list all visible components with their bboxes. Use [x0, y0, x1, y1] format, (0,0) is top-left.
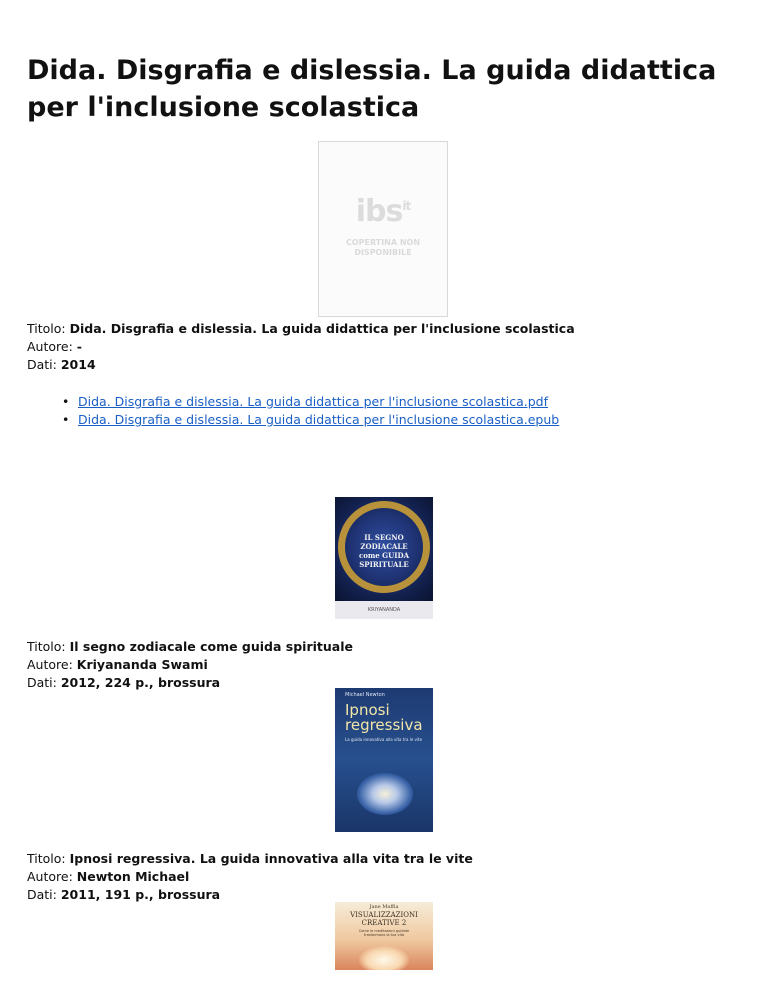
pdf-link[interactable]: Dida. Disgrafia e dislessia. La guida didattica per l'inclusione scolastica.pdf — [78, 394, 548, 409]
author-row: Autore: Newton Michael — [27, 869, 190, 884]
download-links — [62, 393, 559, 429]
list-item: • Dida. Disgrafia e dislessia. La guida didattica per l'inclusione scolastica.pdf — [62, 394, 548, 409]
book-cover-1 — [318, 141, 448, 317]
page-title: Dida. Disgrafia e dislessia. La guida didattica per l'inclusione scolastica — [27, 55, 717, 123]
cover-unavailable-text: COPERTINA NON DISPONIBILE — [345, 238, 421, 257]
title-row: Titolo: Ipnosi regressiva. La guida innovativa alla vita tra le vite — [27, 851, 473, 866]
book-meta-3 — [27, 850, 473, 904]
data-row: Dati: 2012, 224 p., brossura — [27, 675, 221, 690]
book-cover-4: Jane Maffia VISUALIZZAZIONI CREATIVE 2 Come le meditazioni guidate trasformano la tua vita — [335, 902, 433, 970]
zodiac-wheel-image: IL SEGNO ZODIACALE come GUIDA SPIRITUALE — [335, 497, 433, 601]
list-item: • Dida. Disgrafia e dislessia. La guida didattica per l'inclusione scolastica.epub — [62, 412, 560, 427]
data-row: Dati: 2011, 191 p., brossura — [27, 887, 221, 902]
book-meta-1 — [27, 320, 575, 374]
book-cover-2: IL SEGNO ZODIACALE come GUIDA SPIRITUALE KRIYANANDA — [335, 497, 433, 619]
data-row: Dati: 2014 — [27, 357, 96, 372]
sunset-image — [359, 946, 409, 970]
author-row: Autore: Kriyananda Swami — [27, 657, 208, 672]
title-row: Titolo: Il segno zodiacale come guida spirituale — [27, 639, 353, 654]
title-row: Titolo: Dida. Disgrafia e dislessia. La guida didattica per l'inclusione scolastica — [27, 321, 575, 336]
book-meta-2 — [27, 638, 353, 692]
epub-link[interactable]: Dida. Disgrafia e dislessia. La guida didattica per l'inclusione scolastica.epub — [78, 412, 560, 427]
author-row: Autore: - — [27, 339, 82, 354]
book-cover-3: Michael Newton Ipnosi regressiva La guida innovativa alla vita tra le vite — [335, 688, 433, 832]
ibs-logo: ibs$^{it}$ — [355, 194, 411, 229]
portal-image — [357, 773, 413, 815]
